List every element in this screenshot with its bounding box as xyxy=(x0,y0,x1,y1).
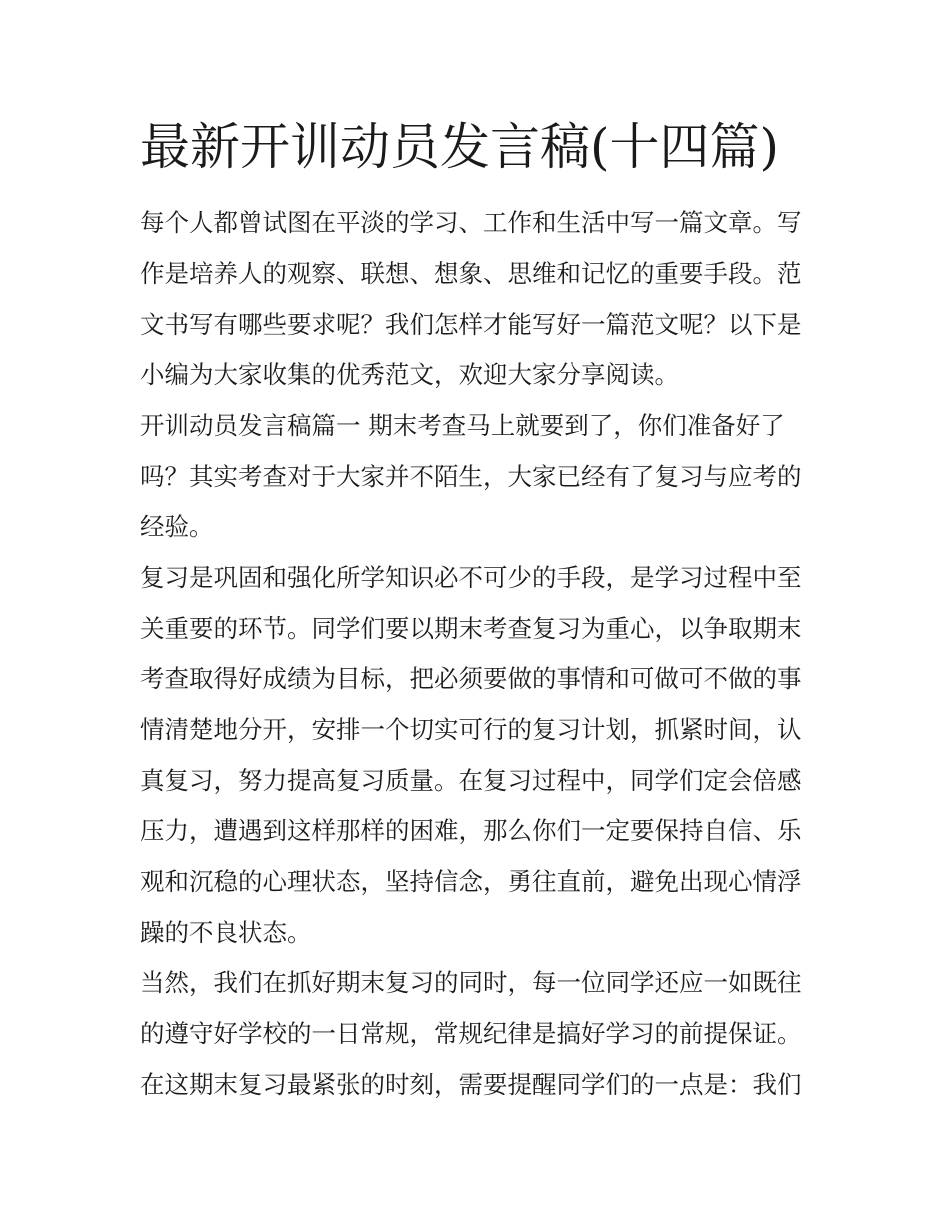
text-line: 的遵守好学校的一日常规，常规纪律是搞好学习的前提保证。 xyxy=(140,1019,802,1048)
text-line: 复习是巩固和强化所学知识必不可少的手段，是学习过程中至 xyxy=(140,563,802,592)
text-line: 作是培养人的观察、联想、想象、思维和记忆的重要手段。范 xyxy=(140,259,802,288)
text-line: 考查取得好成绩为目标，把必须要做的事情和可做可不做的事 xyxy=(140,664,802,693)
text-line: 每个人都曾试图在平淡的学习、工作和生活中写一篇文章。写 xyxy=(140,208,802,237)
text-line: 经验。 xyxy=(140,512,214,541)
text-line: 观和沉稳的心理状态，坚持信念，勇往直前，避免出现心情浮 xyxy=(140,867,802,896)
text-line: 压力，遭遇到这样那样的困难，那么你们一定要保持自信、乐 xyxy=(140,816,802,845)
text-line: 文书写有哪些要求呢？我们怎样才能写好一篇范文呢？以下是 xyxy=(140,310,802,339)
document-title: 最新开训动员发言稿(十四篇) xyxy=(140,118,780,176)
text-line: 小编为大家收集的优秀范文，欢迎大家分享阅读。 xyxy=(140,360,679,389)
text-line: 开训动员发言稿篇一 期末考查马上就要到了，你们准备好了 xyxy=(140,411,785,440)
text-line: 情清楚地分开，安排一个切实可行的复习计划，抓紧时间，认 xyxy=(140,715,802,744)
text-line: 关重要的环节。同学们要以期末考查复习为重心，以争取期末 xyxy=(140,614,802,643)
text-line: 真复习，努力提高复习质量。在复习过程中，同学们定会倍感 xyxy=(140,766,802,795)
text-line: 躁的不良状态。 xyxy=(140,918,312,947)
text-line: 在这期末复习最紧张的时刻，需要提醒同学们的一点是：我们 xyxy=(140,1070,802,1099)
text-line: 当然，我们在抓好期末复习的同时，每一位同学还应一如既往 xyxy=(140,968,802,997)
text-line: 吗？其实考查对于大家并不陌生，大家已经有了复习与应考的 xyxy=(140,462,802,491)
